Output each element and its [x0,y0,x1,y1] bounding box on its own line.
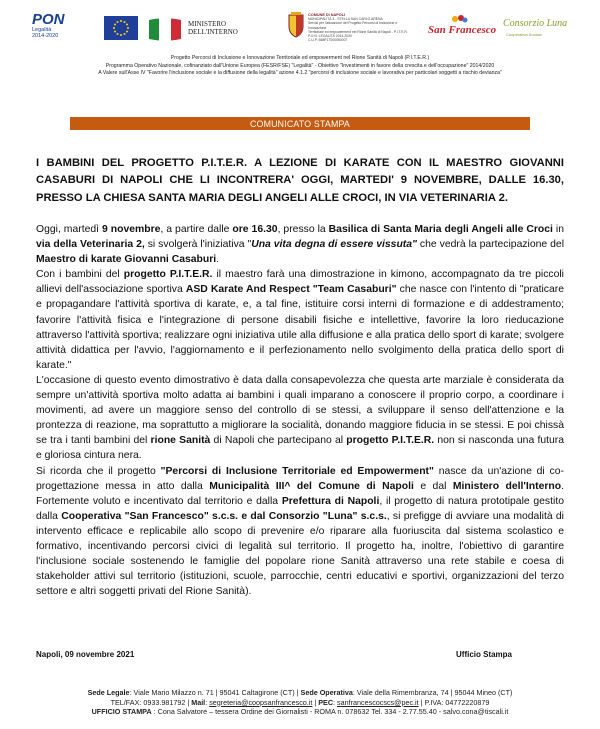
signoff-office: Ufficio Stampa [456,650,513,659]
footer-line-2: TEL/FAX: 0933.981792 | Mail: segreteria@coopsanfrancesco.it | PEC: sanfrancescocscs@pec.it | P.IVA: 04772220879 [110,697,490,707]
article-body [36,222,564,599]
paragraph-1: Oggi, martedì 9 novembre, a partire dalle ore 16.30, presso la Basilica di Santa Maria degli Angeli alle Croci in via della Veterinaria 2, si svolgerà l'iniziativa "Una vita degna di essere vissuta" che vedrà la partecipazione del Maestro di karate Giovanni Casaburi. [36,224,565,266]
project-line-2: Programma Operativo Nazionale, cofinanziato dall'Unione Europea (FESR/FSE) "Legalità" - Obiettivo "Investimenti in favore della crescita e dell'occupazione" 2014/2020 [105,62,495,69]
comune-name: COMUNE DI NAPOLI [308,13,346,17]
project-line-1: Progetto Percorsi di Inclusione e Innovazione Territoriale ed empowerment nel Rione Sanità di Napoli (P.I.T.E.R.) [170,55,430,61]
comune-line-4: P.O.N. LEGALITÀ 2014-2020 [308,34,353,39]
sanfrancesco-logo-text: San Francesco [428,24,497,36]
project-info [20,55,580,78]
footer-line-1: Sede Legale: Viale Mario Milazzo n. 71 | 95041 Caltagirone (CT) | Sede Operativa: Viale della Rimembranza, 74 | 95044 Mineo (CT) [87,688,513,697]
footer [20,688,580,717]
italy-flag-icon [147,16,183,43]
footer-pec-link[interactable]: sanfrancescocscs@pec.it [337,697,419,707]
paragraph-3: L'occasione di questo evento dimostrativo è data dalla consapevolezza che questa arte marziale è considerata da sempre un'attività sportiva molto adatta ai bambini i quali imparano a conoscere il proprio corpo, a coordinare i movimenti, ad avere un maggiore senso del controllo di se stessi, a sviluppare il senso dell'attenzione e la prontezza di reazione, ma soprattutto a migliorare la socialità, donando maggiore fiducia in se stessi. E poi chissà se tra i tanti bambini del rione Sanità di Napoli che partecipano al progetto P.I.T.E.R. non si nasconda una futura e gloriosa cintura nera. [36,374,565,462]
signoff-date: Napoli, 09 novembre 2021 [36,650,135,659]
comune-text [308,13,408,42]
ministero-line-1: MINISTERO [188,20,227,28]
banner-label: COMUNICATO STAMPA [249,118,350,129]
footer-line-3: UFFICIO STAMPA : Cona Salvatore – tessera Ordine dei Giornalisti - ROMA n. 078632 Tel. 334 - 2.77.55.40 - salvo.cona@tiscali.it [91,707,509,717]
pon-logo-icon [32,12,88,39]
paragraph-4: Si ricorda che il progetto "Percorsi di Inclusione Territoriale ed Empowerment" nasce da un'azione di co-progettazione messa in atto dalla Municipalità III^ del Comune di Napoli e dal Ministero dell'Interno. Fortemente voluto e incentivato dal territorio e dalla Prefettura di Napoli, il progetto di natura prototipale gestito dalla Cooperativa "San Francesco" s.c.s. e dal Consorzio "Luna" s.c.s., si prefigge di avviare una modalità di intervento efficace e replicabile allo scopo di prevenire e/o riparare alla fuoriuscita dal sistema scolastico e formativo, incentivando percorsi civici di legalità sul territorio. Il progetto ha, inoltre, l'obiettivo di garantire l'inclusione sociale sostenendo le famiglie del popolare rione Sanità attraverso una rete stabile e coesa di stakeholder attivi sul territorio (istituzioni, scuole, parrocchie, centri educativi e sportivi, organizzazioni del terzo settore e altri soggetti privati del Rione Sanità). [36,465,565,598]
comune-crest-icon [286,12,306,38]
pon-sub-2: 2014-2020 [32,33,59,39]
luna-logo-sub: Cooperativa Sociale [506,32,542,37]
luna-logo-icon: Consorzio Luna [503,18,568,29]
ministero-line-2: DELL'INTERNO [188,28,238,36]
logo-strip [10,12,590,50]
comune-line-2: Servizi per l'attuazione del Progetto Percorsi di Inclusione e Innovazione [308,21,398,30]
headline: I BAMBINI DEL PROGETTO P.I.T.E.R. A LEZIONE DI KARATE CON IL MAESTRO GIOVANNI CASABURI DI NAPOLI CHE LI INCONTRERA' OGGI, MARTEDI' 9 NOVEMBRE, DALLE 16.30, PRESSO LA CHIESA SANTA MARIA DEGLI ANGELI ALLE CROCI, IN VIA VETERINARIA 2. [36,157,564,204]
footer-mail-link[interactable]: segreteria@coopsanfrancesco.it [209,697,313,707]
pon-sub-1: Legalità [32,27,52,33]
paragraph-2: Con i bambini del progetto P.I.T.E.R. il maestro farà una dimostrazione in kimono, accompagnato da tre piccoli allievi dell'associazione sportiva ASD Karate And Respect "Team Casaburi" che nasce con l'intento di "praticare e propagandare l'attività sportiva di karate, e, a tal fine, istituire corsi interni di formazione e di addestramento; favorire l'attività fisica e l'integrazione di persone disabili fisiche e intellettive, favorire la loro rieducazione attraverso l'attività sportiva; realizzare ogni iniziativa utile alla diffusione e alla pratica dello sport di karate; svolgere attività didattica per l'avvio, l'aggiornamento e il perfezionamento nello svolgimento della pratica dello sport di karate." [36,269,564,371]
eu-flag-icon [104,16,138,40]
pon-mark: PON [32,11,65,28]
press-release-banner [70,117,530,130]
comune-line-5: C.U.P. B68F17000060007 [308,38,348,43]
comune-line-3: Territoriale ed empowerment nel Rione Sanità di Napoli - P.I.T.E.R. [308,29,408,34]
project-line-3: A Valere sull'Asse IV "Favorire l'inclusione sociale e la diffusione della legalità" azione 4.1.2 "percorsi di inclusione sociale e lavorativa per particolari soggetti a rischio devianza" [98,70,502,77]
sanfrancesco-logo-icon [450,12,468,24]
ministero-logo [188,20,248,36]
comune-line-1: MUNICIPALITÀ 3 - STELLA SAN CARLO ARENA [308,17,383,22]
